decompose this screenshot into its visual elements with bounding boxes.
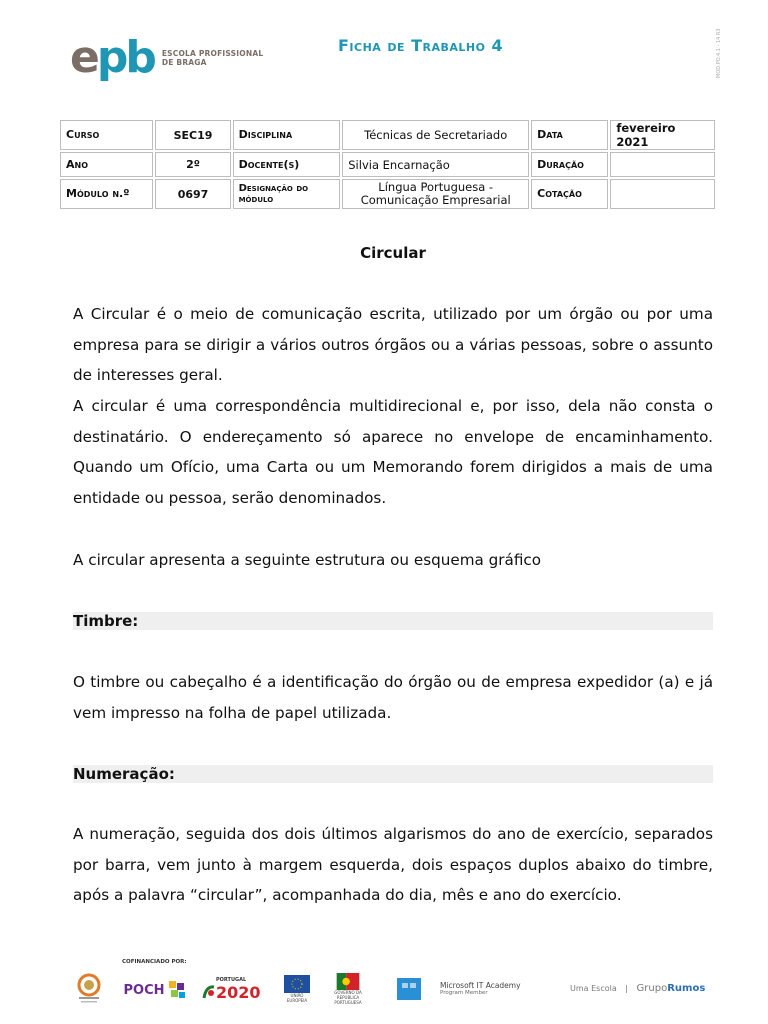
pt-flag-icon <box>336 973 360 990</box>
duracao-label: Duração <box>531 152 608 177</box>
modulo-value: 0697 <box>155 179 230 209</box>
ano-label: Ano <box>60 152 153 177</box>
logo-line1: ESCOLA PROFISSIONAL <box>161 49 264 58</box>
document-heading: Circular <box>360 244 426 262</box>
data-value: fevereiro 2021 <box>610 120 715 150</box>
poch-logo <box>122 975 188 1005</box>
logo-mark <box>70 32 154 83</box>
info-table <box>58 118 717 211</box>
logo-line2: DE BRAGA <box>161 58 207 67</box>
curso-label: Curso <box>60 120 153 150</box>
rumos-logo <box>570 983 715 994</box>
modulo-label: Módulo n.º <box>60 179 153 209</box>
program-member-label: Program Member <box>440 990 488 996</box>
footer-logos <box>70 955 715 1015</box>
table-row <box>60 120 715 150</box>
eu-text: UNIÃO EUROPEIA <box>286 993 308 1003</box>
p2020-text: 2020 <box>216 982 261 1002</box>
duracao-value <box>610 152 715 177</box>
paragraph-3: A circular apresenta a seguinte estrutura ou esquema gráfico <box>73 551 542 569</box>
microsoft-badge-icon <box>397 978 421 1000</box>
logo-mark-pb: pb <box>96 32 154 83</box>
p2020-mark-icon <box>202 984 216 1000</box>
disciplina-value: Técnicas de Secretariado <box>342 120 529 150</box>
poch-text: POCH <box>123 982 165 998</box>
section-text-timbre: O timbre ou cabeçalho é a identificação do órgão ou de empresa expedidor (a) e já vem impresso na folha de papel utilizada. <box>73 673 713 722</box>
governo-logo <box>326 973 370 1005</box>
cotacao-label: Cotação <box>531 179 608 209</box>
portugal2020-logo <box>202 973 268 1005</box>
section-title-numeracao: Numeração: <box>73 765 713 783</box>
portugal-text: PORTUGAL <box>216 976 247 983</box>
p2020-row <box>202 983 261 1002</box>
microsoft-text <box>440 981 550 996</box>
docente-label: Docente(s) <box>233 152 341 177</box>
governo-text: GOVERNO DA REPÚBLICA PORTUGUESA <box>334 990 362 1005</box>
curso-value: SEC19 <box>155 120 230 150</box>
cofinanciado-label: COFINANCIADO POR: <box>122 959 187 965</box>
designacao-label: Designação do módulo <box>233 179 341 209</box>
poch-mark-icon <box>167 979 187 1001</box>
section-text-numeracao: A numeração, seguida dos dois últimos algarismos do ano de exercício, separados por barra, vem junto à margem esquerda, dois espaços duplos abaixo do timbre, após a palavra “circular”, acompanhada do dia, mês e ano do exercício. <box>73 825 713 905</box>
uma-escola-text: Uma Escola <box>570 984 617 993</box>
paragraph-2: A circular é uma correspondência multidirecional e, por isso, dela não consta o destinatário. O endereçamento só aparece no envelope de encaminhamento. Quando um Ofício, uma Carta ou um Memorando forem dirigidos a mais de uma entidade ou pessoa, serão denominados. <box>73 397 713 508</box>
table-row <box>60 179 715 209</box>
designacao-value: Língua Portuguesa - Comunicação Empresarial <box>342 179 529 209</box>
data-label: Data <box>531 120 608 150</box>
ano-value: 2º <box>155 152 230 177</box>
disciplina-label: Disciplina <box>233 120 341 150</box>
microsoft-badge <box>396 977 422 1001</box>
microsoft-label: Microsoft IT Academy <box>440 981 521 990</box>
cotacao-value <box>610 179 715 209</box>
logo-mark-e: e <box>70 32 97 83</box>
docente-value: Silvia Encarnação <box>342 152 529 177</box>
grupo-text: Grupo <box>636 983 668 994</box>
logo-text <box>162 49 263 67</box>
eu-flag-icon <box>284 975 310 993</box>
seal-icon <box>75 972 103 1004</box>
sheet-title: Ficha de Trabalho 4 <box>338 36 504 55</box>
table-row <box>60 152 715 177</box>
seal-logo <box>74 971 104 1005</box>
section-title-timbre: Timbre: <box>73 612 713 630</box>
side-code: MOD.PO.4.1 - 14 R3 <box>716 28 722 78</box>
eu-logo <box>280 973 314 1005</box>
paragraph-1: A Circular é o meio de comunicação escrita, utilizado por um órgão ou por uma empresa para se dirigir a vários outros órgãos ou a várias pessoas, sobre o assunto de interesses geral. <box>73 305 713 385</box>
school-logo <box>70 32 264 83</box>
footer-divider: | <box>625 984 628 993</box>
rumos-text: Rumos <box>667 983 706 994</box>
